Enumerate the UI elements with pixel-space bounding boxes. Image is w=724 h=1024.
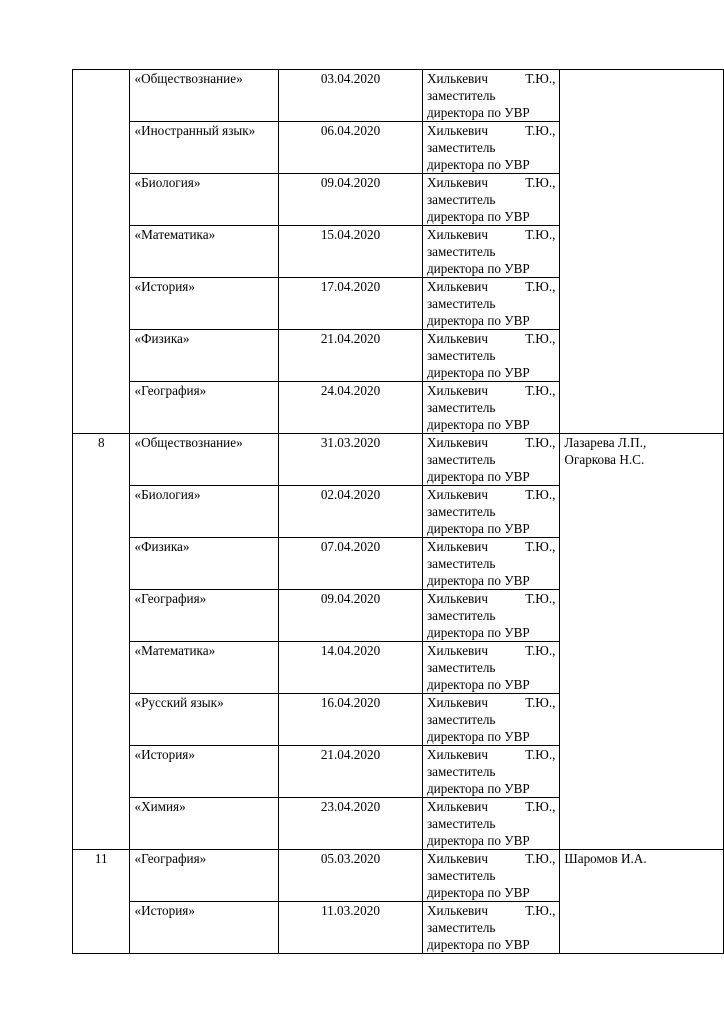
responsible-name-line <box>427 590 555 607</box>
responsible-surname: Хилькевич <box>426 383 488 398</box>
responsible-surname: Хилькевич <box>426 175 488 190</box>
responsible-initials: Т.Ю., <box>525 643 556 658</box>
responsible-position-line: директора по УВР <box>426 937 530 952</box>
table-row <box>73 434 724 486</box>
responsible-surname: Хилькевич <box>426 331 488 346</box>
responsible-cell <box>422 122 559 174</box>
responsible-position-line: заместитель <box>426 868 496 883</box>
date-cell: 07.04.2020 <box>279 538 423 590</box>
responsible-initials: Т.Ю., <box>525 903 556 918</box>
responsible-position-line: директора по УВР <box>426 521 530 536</box>
date-cell: 09.04.2020 <box>279 590 423 642</box>
grade-cell <box>73 70 130 434</box>
date-cell: 31.03.2020 <box>279 434 423 486</box>
responsible-name-line <box>427 330 555 347</box>
responsible-position-line: заместитель <box>426 556 496 571</box>
responsible-position-line: директора по УВР <box>426 729 530 744</box>
date-cell: 02.04.2020 <box>279 486 423 538</box>
responsible-position-line: директора по УВР <box>426 365 530 380</box>
responsible-initials: Т.Ю., <box>525 851 556 866</box>
subject-cell: «Русский язык» <box>130 694 279 746</box>
date-cell: 06.04.2020 <box>279 122 423 174</box>
subject-cell: «География» <box>130 590 279 642</box>
teachers-cell <box>560 434 724 850</box>
responsible-name-line <box>427 538 555 555</box>
responsible-initials: Т.Ю., <box>525 71 556 86</box>
subject-cell: «Физика» <box>130 538 279 590</box>
responsible-position-line: директора по УВР <box>426 209 530 224</box>
responsible-surname: Хилькевич <box>426 747 488 762</box>
date-cell: 24.04.2020 <box>279 382 423 434</box>
teacher-name: Шаромов И.А. <box>564 851 647 866</box>
responsible-initials: Т.Ю., <box>525 799 556 814</box>
responsible-surname: Хилькевич <box>426 591 488 606</box>
date-cell: 14.04.2020 <box>279 642 423 694</box>
responsible-initials: Т.Ю., <box>525 331 556 346</box>
date-cell: 03.04.2020 <box>279 70 423 122</box>
responsible-position-line: заместитель <box>426 660 496 675</box>
subject-cell: «Биология» <box>130 486 279 538</box>
responsible-position-line: директора по УВР <box>426 833 530 848</box>
grade-cell: 11 <box>73 850 130 954</box>
teacher-name: Лазарева Л.П., <box>564 435 647 450</box>
responsible-initials: Т.Ю., <box>525 279 556 294</box>
teacher-name: Огаркова Н.С. <box>564 452 645 467</box>
subject-cell: «Химия» <box>130 798 279 850</box>
responsible-name-line <box>427 746 555 763</box>
date-cell: 17.04.2020 <box>279 278 423 330</box>
responsible-name-line <box>427 226 555 243</box>
subject-cell: «Математика» <box>130 642 279 694</box>
responsible-cell <box>422 850 559 902</box>
responsible-position-line: заместитель <box>426 244 496 259</box>
responsible-position-line: заместитель <box>426 504 496 519</box>
responsible-cell <box>422 330 559 382</box>
responsible-cell <box>422 486 559 538</box>
responsible-position-line: заместитель <box>426 140 496 155</box>
responsible-cell <box>422 174 559 226</box>
responsible-surname: Хилькевич <box>426 695 488 710</box>
responsible-position-line: директора по УВР <box>426 677 530 692</box>
responsible-name-line <box>427 902 555 919</box>
responsible-initials: Т.Ю., <box>525 175 556 190</box>
responsible-surname: Хилькевич <box>426 851 488 866</box>
responsible-name-line <box>427 798 555 815</box>
schedule-table <box>72 69 724 954</box>
subject-cell: «Биология» <box>130 174 279 226</box>
teachers-cell <box>560 850 724 954</box>
responsible-surname: Хилькевич <box>426 227 488 242</box>
responsible-initials: Т.Ю., <box>525 123 556 138</box>
responsible-name-line <box>427 382 555 399</box>
responsible-name-line <box>427 694 555 711</box>
responsible-surname: Хилькевич <box>426 123 488 138</box>
responsible-position-line: заместитель <box>426 920 496 935</box>
responsible-position-line: директора по УВР <box>426 417 530 432</box>
responsible-cell <box>422 278 559 330</box>
responsible-initials: Т.Ю., <box>525 435 556 450</box>
responsible-cell <box>422 70 559 122</box>
responsible-position-line: заместитель <box>426 400 496 415</box>
responsible-surname: Хилькевич <box>426 799 488 814</box>
responsible-initials: Т.Ю., <box>525 487 556 502</box>
date-cell: 11.03.2020 <box>279 902 423 954</box>
responsible-position-line: директора по УВР <box>426 625 530 640</box>
date-cell: 23.04.2020 <box>279 798 423 850</box>
responsible-surname: Хилькевич <box>426 279 488 294</box>
responsible-initials: Т.Ю., <box>525 539 556 554</box>
responsible-surname: Хилькевич <box>426 71 488 86</box>
responsible-initials: Т.Ю., <box>525 383 556 398</box>
responsible-cell <box>422 746 559 798</box>
responsible-cell <box>422 798 559 850</box>
responsible-position-line: директора по УВР <box>426 885 530 900</box>
table-row <box>73 70 724 122</box>
responsible-cell <box>422 694 559 746</box>
responsible-position-line: директора по УВР <box>426 313 530 328</box>
responsible-name-line <box>427 850 555 867</box>
date-cell: 05.03.2020 <box>279 850 423 902</box>
responsible-position-line: заместитель <box>426 192 496 207</box>
responsible-position-line: заместитель <box>426 764 496 779</box>
subject-cell: «Иностранный язык» <box>130 122 279 174</box>
responsible-position-line: директора по УВР <box>426 157 530 172</box>
responsible-position-line: заместитель <box>426 816 496 831</box>
responsible-surname: Хилькевич <box>426 539 488 554</box>
subject-cell: «География» <box>130 382 279 434</box>
responsible-name-line <box>427 70 555 87</box>
responsible-position-line: директора по УВР <box>426 261 530 276</box>
responsible-name-line <box>427 122 555 139</box>
schedule-table-body <box>73 70 724 954</box>
responsible-position-line: заместитель <box>426 348 496 363</box>
responsible-position-line: заместитель <box>426 296 496 311</box>
responsible-name-line <box>427 174 555 191</box>
responsible-position-line: заместитель <box>426 608 496 623</box>
responsible-initials: Т.Ю., <box>525 227 556 242</box>
date-cell: 21.04.2020 <box>279 746 423 798</box>
date-cell: 16.04.2020 <box>279 694 423 746</box>
grade-cell: 8 <box>73 434 130 850</box>
responsible-surname: Хилькевич <box>426 643 488 658</box>
responsible-initials: Т.Ю., <box>525 591 556 606</box>
responsible-position-line: заместитель <box>426 712 496 727</box>
responsible-name-line <box>427 486 555 503</box>
subject-cell: «Обществознание» <box>130 434 279 486</box>
responsible-initials: Т.Ю., <box>525 747 556 762</box>
subject-cell: «История» <box>130 902 279 954</box>
responsible-surname: Хилькевич <box>426 487 488 502</box>
responsible-cell <box>422 642 559 694</box>
responsible-surname: Хилькевич <box>426 903 488 918</box>
responsible-position-line: заместитель <box>426 452 496 467</box>
responsible-position-line: директора по УВР <box>426 781 530 796</box>
date-cell: 09.04.2020 <box>279 174 423 226</box>
responsible-cell <box>422 590 559 642</box>
responsible-initials: Т.Ю., <box>525 695 556 710</box>
responsible-position-line: директора по УВР <box>426 573 530 588</box>
responsible-cell <box>422 538 559 590</box>
responsible-cell <box>422 226 559 278</box>
responsible-cell <box>422 382 559 434</box>
responsible-position-line: заместитель <box>426 88 496 103</box>
responsible-name-line <box>427 642 555 659</box>
teachers-cell <box>560 70 724 434</box>
date-cell: 21.04.2020 <box>279 330 423 382</box>
subject-cell: «Обществознание» <box>130 70 279 122</box>
responsible-name-line <box>427 278 555 295</box>
responsible-name-line <box>427 434 555 451</box>
subject-cell: «Физика» <box>130 330 279 382</box>
responsible-surname: Хилькевич <box>426 435 488 450</box>
subject-cell: «История» <box>130 746 279 798</box>
subject-cell: «География» <box>130 850 279 902</box>
responsible-position-line: директора по УВР <box>426 469 530 484</box>
responsible-cell <box>422 434 559 486</box>
subject-cell: «Математика» <box>130 226 279 278</box>
responsible-position-line: директора по УВР <box>426 105 530 120</box>
responsible-cell <box>422 902 559 954</box>
subject-cell: «История» <box>130 278 279 330</box>
date-cell: 15.04.2020 <box>279 226 423 278</box>
table-row <box>73 850 724 902</box>
